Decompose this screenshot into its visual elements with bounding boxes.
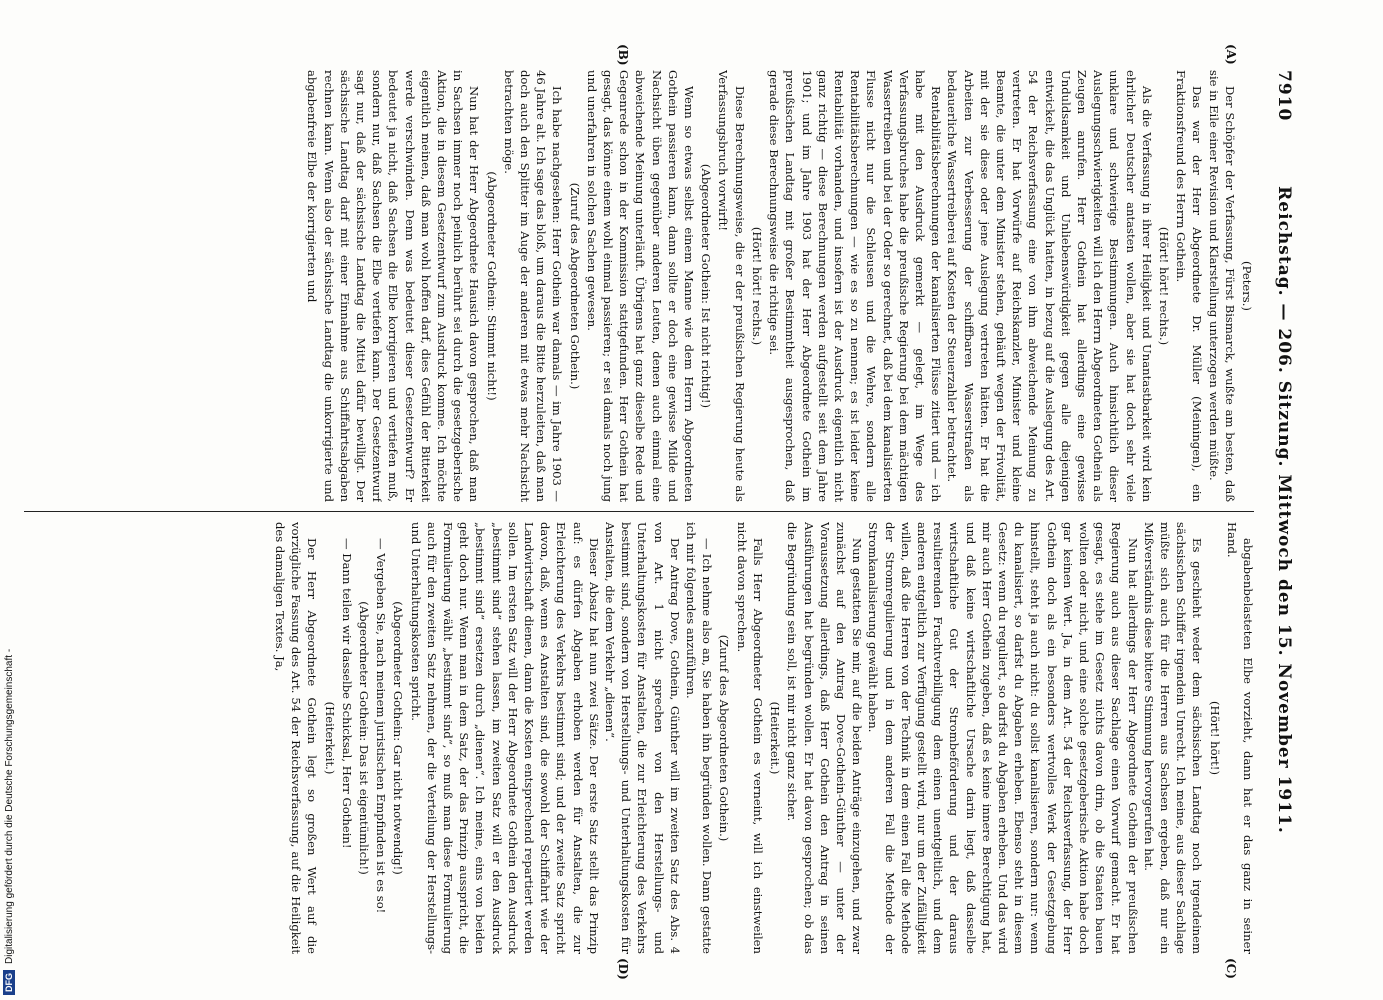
margin-mark-b: (B) xyxy=(616,44,630,66)
paragraph: Nun hat allerdings der Herr Abgeordnete Gothein der preußischen Regierung auch aus dieser Sachlage einen Vorwurf gemacht. Er hat gesagt, es stehe im Gesetz nichts davon drin, ob die Staaten bauen wollten oder nicht, und eine solche gesetzgeberische Aktion habe doch gar keinen Wert. Ja, in dem Art. 54 der Reichsverfassung, der Herr Gothein doch als ein besonders wertvolles Werk der Gesetzgebung hinstellt, steht ja auch nicht: du sollst kanalisieren, sondern nur: wenn du kanalisiert, so darfst du Abgaben erheben. Ebenso steht in diesem Gesetz: wenn du reguliert, so darfst du Abgaben erheben. Und das wird mir auch Herr Gothein zugeben, daß es keine innere Berechtigung hat, und daß keine wirtschaftliche Ursache darin liegt, daß dasselbe wirtschaftliche Gut der Strombeförderung und der daraus resultierenden Frachtverbilligung dem einen unentgeltlich, und dem anderen entgeltlich zur Verfügung gestellt wird, nur um der Zufälligkeit willen, daß die Herren von der Technik in dem einen Fall die Methode der Stromregulierung und in dem anderen Fall die Methode der Stromkanalisierung gewählt haben. xyxy=(866,522,1140,954)
interjection: (Abgeordneter Gothein: Gar nicht notwendig!) xyxy=(391,601,406,875)
interjection: (Abgeordneter Gothein: Das ist eigentümlich!) xyxy=(357,601,372,875)
footer-text: Digitalisierung gefördert durch die Deutsche Forschungsgemeinschaft - xyxy=(3,648,15,964)
footer-strip xyxy=(2,600,16,995)
page-header xyxy=(1264,70,1300,950)
paragraph: — Dann teilen wir dasselbe Schicksal, Herr Gothein! xyxy=(339,538,354,849)
column-divider xyxy=(24,511,1254,512)
paragraph: Diese Berechnungsweise, die er der preußischen Regierung heute als Verfassungsbruch vorwirft! xyxy=(716,70,747,502)
paragraph: Rentabilitätsberechnungen der kanalisierten Flüsse zitiert und — ich habe mit den Ausdruck gemerkt — gelegt, im Wege des Verfassungsbruches habe die preußische Regierung bei dem mächtigen Wassertreiben und bei der Oder so gerechnet, daß bei dem kanalisierten Flusse nicht nur die Schleusen und die Wehre, sondern alle Rentabilitätsberechnungen — wie es so zu nennen; es ist leider keine Rentabilität vorhanden, und insofern ist der Ausdruck eigentlich nicht ganz richtig — diese Berechnungen werden aufgestellt seit dem Jahre 1901; und im Jahre 1903 hat der Herr Abgeordnete Gothein im preußischen Landtag mit großer Bestimmtheit ausgesprochen, daß gerade diese Berechnungsweise die richtige sei. xyxy=(767,70,944,502)
paragraph: — Vergeben Sie, nach meinem juristischen Empfinden ist es so! xyxy=(374,538,389,914)
interjection: (Heiterkeit.) xyxy=(768,701,783,775)
digitization-note xyxy=(2,600,16,995)
margin-mark-a: (A) xyxy=(1224,44,1238,65)
paragraph: Falls Herr Abgeordneter Gothein es verneint, will ich einstweilen nicht davon sprechen. xyxy=(734,522,765,954)
margin-mark-d: (D) xyxy=(616,958,630,980)
left-column xyxy=(16,70,1256,502)
page-number: 7910 xyxy=(1274,70,1294,122)
paragraph: Nun hat der Herr Abgeordnete Hausich davon gesprochen, daß man in Sachsen immer noch peinlich berührt sei durch die gesetzgeberische Aktion, die in diesem Gesetzentwurf zum Ausdruck komme. Ich möchte eigentlich meinen, daß man wohl hoffen darf, dies Gefühl der Bitterkeit werde verschwinden. Denn was bedeutet dieser Gesetzentwurf? Er bedeutet ja nicht, daß Sachsen die Elbe korrigieren und vertiefen muß, sondern nur, daß Sachsen die Elbe vertiefen kann. Der Gesetzentwurf sagt nur, daß der sächsische Landtag die Mittel dafür bewilligt. Der sächsische Landtag darf mit einer Einnahme aus Schiffahrtsabgaben rechnen kann. Wenn also der sächsische Landtag die unkorrigierte und abgabenfreie Elbe der korrigierten und xyxy=(305,70,482,502)
interjection: (Heiterkeit.) xyxy=(322,701,337,775)
interjection: (Hört! hört! rechts.) xyxy=(749,226,764,346)
interjection: (Zuruf des Abgeordneten Gothein.) xyxy=(567,182,582,390)
paragraph: abgabenbelasteten Elbe vorzieht, dann hat er das ganz in seiner Hand. xyxy=(1224,522,1255,954)
speaker-label: (Peters.) xyxy=(1240,261,1254,311)
paragraph: — Ich nehme also an, Sie haben ihn begründen wollen. Dann gestatte ich mir folgendes anzuführen. xyxy=(684,522,715,954)
paragraph: Das war der Herr Abgeordnete Dr. Müller (Meiningen), ein Fraktionsfreund des Herrn Gothein. xyxy=(1174,70,1205,502)
paragraph: Als die Verfassung in ihrer Heiligkeit und Unantastbarkeit wird kein ehrlicher Deutscher antasten wollen, aber sie hat doch sehr viele unklare und schwierige Bestimmungen. Auch hinsichtlich dieser Auslegungsschwierigkeiten will ich den Herrn Abgeordneten Gothein als Zeugen anrufen. Herr Gothein hat allerdings eine gewisse Unduldsamkeit und Unliebenswürdigkeit gegen alle diejenigen entwickelt, die das Unglück hatten, in bezug auf die Auslegung des Art. 54 der Reichsverfassung eine von ihm abweichende Meinung zu vertreten. Er hat Vorwürfe auf Reichskanzler, Minister und kleine Beamte, die unter dem Minister stehen, gehäuft wegen der Frivolität, mit der sie diese oder jene Auslegung vertreten hätten. Er hat die Arbeiten zur Verbesserung der schiffbaren Wasserstraßen als bedauerliche Wassertreiberei auf Kosten der Steuerzahler betrachtet. xyxy=(945,70,1154,502)
paragraph: Es geschieht weder dem sächsischen Landtag noch irgendeinem sächsischen Schiffer irgendein Unrecht. Ich meine, aus dieser Sachlage müßte sich auch für die Herren aus Sachsen ergeben, daß nur ein Mißverständnis diese bittere Stimmung hervorgerufen hat. xyxy=(1141,522,1205,954)
interjection: (Zuruf des Abgeordneten Gothein.) xyxy=(717,634,732,842)
dfg-logo: DFG xyxy=(3,970,15,995)
right-column xyxy=(16,522,1256,954)
paragraph: Nun gestatten Sie mir, auf die beiden Anträge einzugehen, und zwar zunächst auf den Antrag Dove-Gothein-Günther — unter der Voraussetzung allerdings, daß Herr Gothein den Antrag in seinen Ausführungen hat begründen wollen. Er hat davon gesprochen; ob das die Begründung sein soll, ist mir nicht ganz sicher. xyxy=(785,522,865,954)
paragraph: Ich habe nachgesehen: Herr Gothein war damals — im Jahre 1903 — 46 Jahre alt. Ich sage das bloß, um daraus die Bitte herzuleiten, daß man doch auch den Splitter im Auge der anderen mit etwas mehr Nachsicht betrachten möge. xyxy=(501,70,565,502)
interjection: (Hört! hört! rechts.) xyxy=(1156,226,1171,346)
interjection: (Abgeordneter Gothein: Stimmt nicht!) xyxy=(484,171,499,401)
paragraph: Dieser Absatz hat nun zwei Sätze. Der erste Satz stellt das Prinzip auf: es dürfen Abgaben erhoben werden für Anstalten, die zur Erleichterung des Verkehrs bestimmt sind; und der zweite Satz spricht davon, daß, wenn es Anstalten sind, die sowohl der Schiffahrt wie der Landwirtschaft dienen, dann die Kosten entsprechend repartiert werden sollen. Im ersten Satz will der Herr Abgeordnete Gothein den Ausdruck „bestimmt sind“ stehen lassen, im zweiten Satz will er den Ausdruck „bestimmt sind“ ersetzen durch „dienen“. Ich meine, eins von beiden geht doch nur. Wenn man in dem Satz, der das Prinzip ausspricht, die Formulierung wählt „bestimmt sind“, so muß man diese Formulierung auch für den zweiten Satz nehmen, der die Verteilung der Herstellungs- und Unterhaltungskosten spricht. xyxy=(408,522,601,954)
margin-mark-c: (C) xyxy=(1224,958,1238,979)
interjection: (Hört! hört!) xyxy=(1207,701,1222,775)
interjection: (Abgeordneter Gothein: Ist nicht richtig!) xyxy=(699,163,714,409)
paragraph: Der Antrag Dove, Gothein, Günther will im zweiten Satz des Abs. 4 von Art. 1 nicht sprechen von den Herstellungs- und Unterhaltungskosten für Anstalten, die zur Erleichterung des Verkehrs bestimmt sind, sondern von Herstellungs- und Unterhaltungskosten für Anstalten, die dem Verkehr „dienen“. xyxy=(603,522,682,954)
page-title: Reichstag. — 206. Sitzung. Mittwoch den 15. November 1911. xyxy=(1274,186,1294,834)
paragraph: Der Herr Abgeordnete Gothein legt so großen Wert auf die vorzügliche Fassung des Art. 54 der Reichsverfassung, auf die Heiligkeit des damaligen Textes. Ja, xyxy=(273,522,320,954)
paragraph: Wenn so etwas selbst einem Manne wie dem Herrn Abgeordneten Gothein passieren kann, dann sollte er doch eine gewisse Milde und Nachsicht üben gegenüber anderen Leuten, denen auch einmal eine abweichende Meinung unterläuft. Übrigens hat ganz dieselbe Rede und Gegenrede schon in der Kommission stattgefunden. Herr Gothein hat gesagt, das könne einem wohl einmal passieren; er sei damals noch jung und unerfahren in solchen Sachen gewesen. xyxy=(584,70,697,502)
paragraph: Der Schöpfer der Verfassung, Fürst Bismarck, wußte am besten, daß sie in Eile einer Revision und Klarstellung unterzogen werden müßte. xyxy=(1206,70,1237,502)
